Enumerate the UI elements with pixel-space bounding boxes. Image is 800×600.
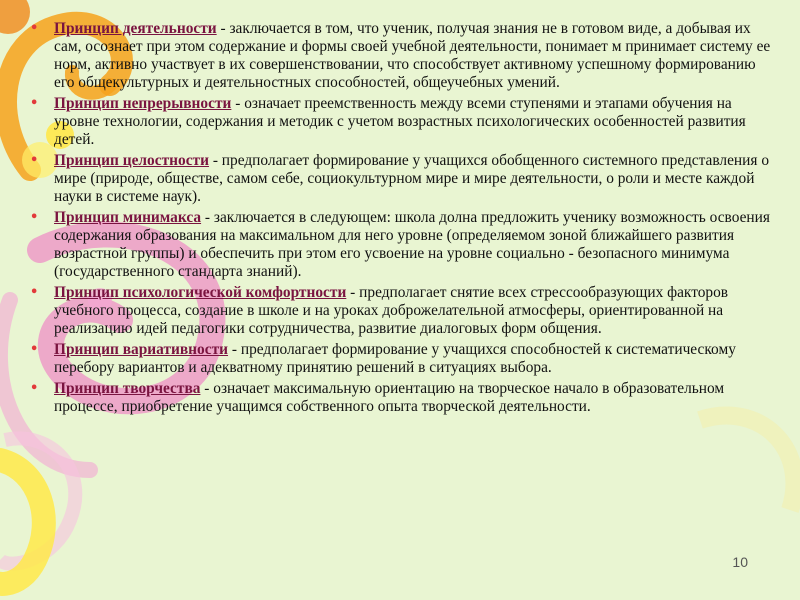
- principle-text: - означает преемственность между всеми ступенями и этапами обучения на уровне технологии, содержания и методик с учетом возрастных психологических особенностей развития детей.: [54, 95, 746, 148]
- slide-content: [28, 20, 776, 419]
- principle-text: - заключается в следующем: школа долна предложить ученику возможность освоения содержания образования на максимальном для него уровне (определяемом зоной ближайшего развития возрастной группы) и обеспечить при этом его усвоение на уровне социально - безопасного минимума (государственного стандарта знаний).: [54, 209, 770, 280]
- principle-item-creativity: [28, 380, 776, 416]
- principle-term: Принцип психологической комфортности: [54, 284, 347, 301]
- bullet-icon: •: [30, 21, 39, 36]
- principle-term: Принцип вариативности: [54, 341, 229, 358]
- bullet-icon: •: [30, 153, 39, 168]
- principle-term: Принцип целостности: [54, 152, 209, 169]
- bullet-icon: •: [30, 342, 39, 357]
- bullet-icon: •: [30, 381, 39, 396]
- bullet-icon: •: [30, 285, 39, 300]
- principle-item-activity: [28, 20, 776, 92]
- principle-item-minimax: [28, 209, 776, 281]
- page-number: 10: [732, 554, 748, 570]
- principle-item-continuity: [28, 95, 776, 149]
- principle-text: - предполагает формирование у учащихся способностей к систематическому перебору вариантов и адекватному принятию решений в ситуациях выбора.: [54, 341, 736, 376]
- principle-text: - заключается в том, что ученик, получая знания не в готовом виде, а добывая их сам, осознает при этом содержание и формы своей учебной деятельности, понимает м принимает систему ее норм, активно участвует в их совершенствовании, что способствует активному успешному формированию его общекультурных и деятельностных способностей, общеучебных умений.: [54, 20, 771, 91]
- principle-text: - означает максимальную ориентацию на творческое начало в образовательном процессе, приобретение учащимся собственного опыта творческой деятельности.: [54, 380, 725, 415]
- principles-list: [28, 20, 776, 416]
- principle-term: Принцип деятельности: [54, 20, 217, 37]
- faint-swirl-right: [700, 416, 794, 510]
- principle-item-integrity: [28, 152, 776, 206]
- principle-term: Принцип творчества: [54, 380, 201, 397]
- principle-term: Принцип минимакса: [54, 209, 202, 226]
- principle-text: - предполагает формирование у учащихся обобщенного системного представления о мире (природе, обществе, самом себе, социокультурном мире и мире деятельности, о роли и месте каждой науки в системе наук).: [54, 152, 770, 205]
- bullet-icon: •: [30, 96, 39, 111]
- bullet-icon: •: [30, 210, 39, 225]
- principle-item-variability: [28, 341, 776, 377]
- principle-item-comfort: [28, 284, 776, 338]
- principle-text: - предполагает снятие всех стрессообразующих факторов учебного процесса, создание в школе и на уроках доброжелательной атмосферы, ориентированной на реализацию идей педагогики сотрудничества, развитие диалоговых форм общения.: [54, 284, 729, 337]
- principle-term: Принцип непрерывности: [54, 95, 232, 112]
